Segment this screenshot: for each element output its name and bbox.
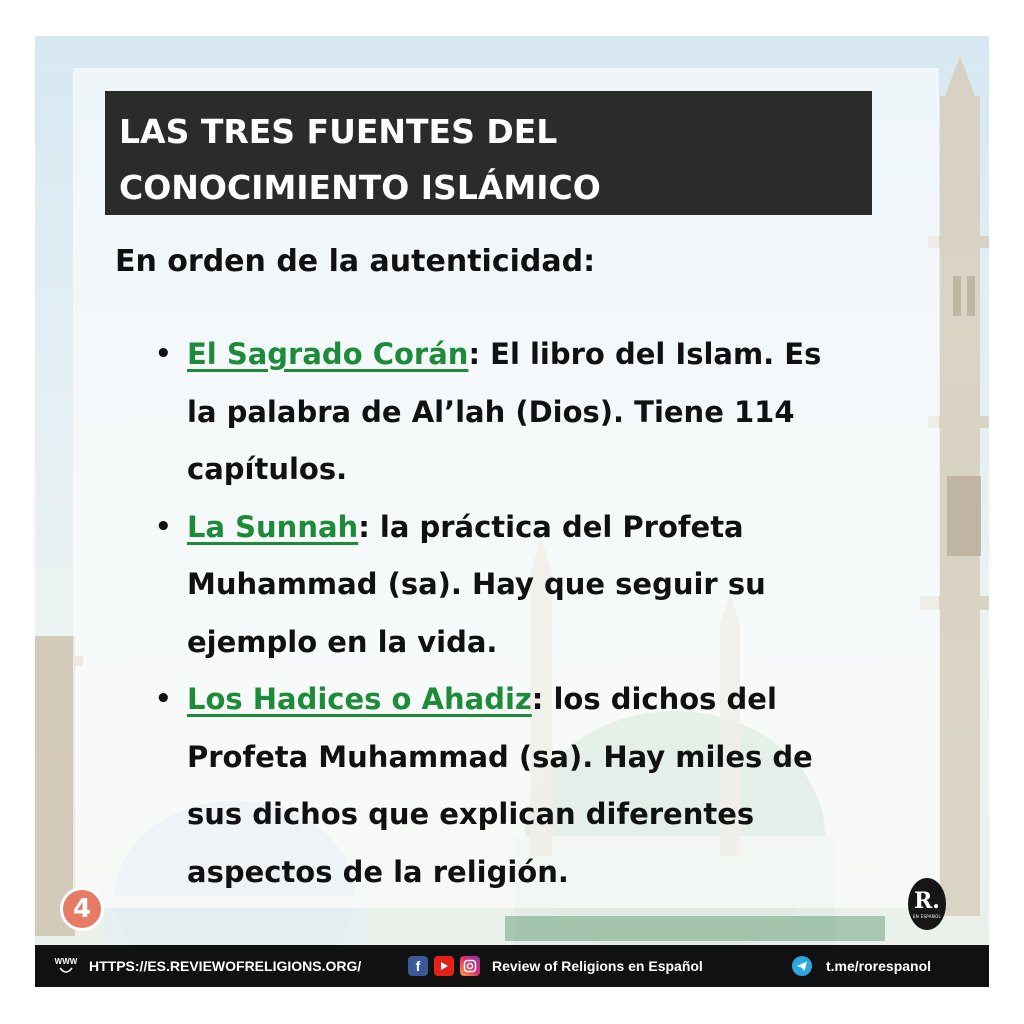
instagram-icon[interactable] [460, 956, 480, 976]
ror-logo [908, 878, 946, 930]
subtitle: En orden de la autenticidad: [115, 244, 596, 279]
logo-letter: R. [914, 887, 940, 914]
list-item [150, 671, 860, 901]
youtube-icon[interactable] [434, 956, 454, 976]
term-link-quran[interactable]: El Sagrado Corán [187, 337, 469, 371]
bullet-icon: • [155, 684, 172, 714]
list-item [150, 499, 860, 672]
website-url: HTTPS://ES.REVIEWOFRELIGIONS.ORG/ [89, 958, 362, 974]
www-label: WWW [54, 956, 78, 966]
item-text: : El libro del Islam. Es la palabra de Al’lah (Dios). Tiene 114 capítulos. [187, 337, 822, 486]
page-title: LAS TRES FUENTES DEL CONOCIMIENTO ISLÁMICO [119, 112, 601, 207]
logo-subtext: EN ESPAÑOL [912, 913, 942, 919]
slide-frame [35, 36, 989, 987]
footer-bar [35, 945, 989, 987]
item-text: : los dichos del Profeta Muhammad (sa). Hay miles de sus dichos que explican diferentes aspectos de la religión. [187, 682, 813, 889]
item-text: : la práctica del Profeta Muhammad (sa). Hay que seguir su ejemplo en la vida. [187, 509, 766, 659]
bullet-icon: • [155, 511, 172, 542]
social-links [408, 945, 703, 987]
bullet-icon: • [155, 339, 172, 369]
term-link-hadith[interactable]: Los Hadices o Ahadiz [187, 682, 532, 716]
telegram-handle: t.me/rorespanol [826, 958, 932, 974]
title-banner [105, 91, 872, 215]
facebook-icon[interactable]: f [408, 956, 428, 976]
globe-icon [53, 957, 79, 976]
list-item [150, 326, 860, 499]
page-number-badge: 4 [60, 887, 104, 931]
term-link-sunnah[interactable]: La Sunnah [187, 509, 359, 544]
telegram-link[interactable] [792, 945, 931, 987]
website-link[interactable] [53, 945, 361, 987]
social-name: Review of Religions en Español [492, 958, 703, 974]
sources-list [150, 326, 860, 901]
telegram-icon [792, 956, 812, 976]
